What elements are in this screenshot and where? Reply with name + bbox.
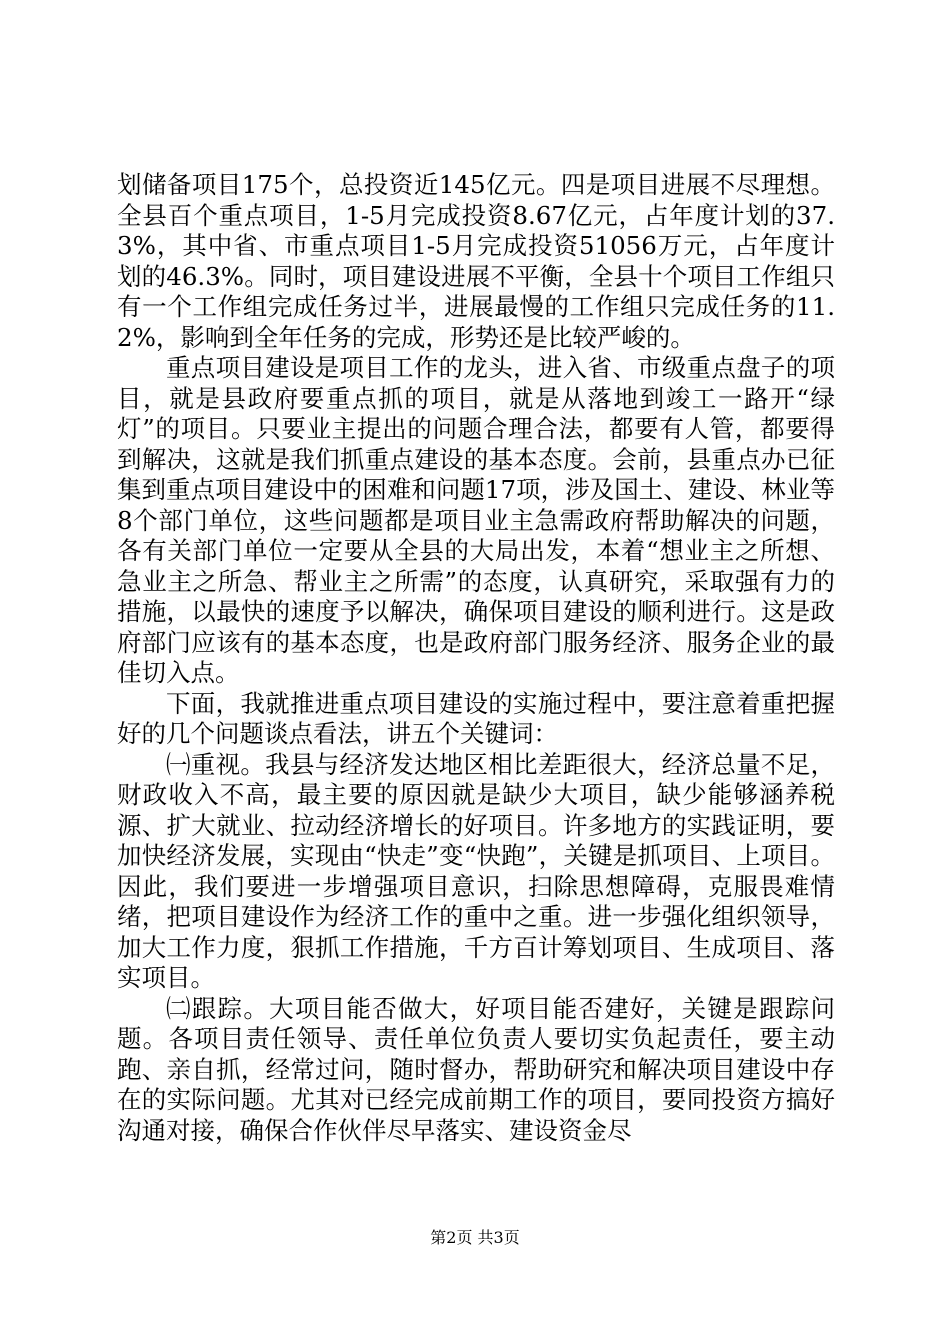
- paragraph-5: ㈡跟踪。大项目能否做大，好项目能否建好，关键是跟踪问题。各项目责任领导、责任单位负责人要切实负起责任，要主动跑、亲自抓，经常过问，随时督办，帮助研究和解决项目建设中存在的实际问题。尤其对已经完成前期工作的项目，要同投资方搞好沟通对接，确保合作伙伴尽早落实、建设资金尽: [117, 993, 835, 1145]
- paragraph-1: 划储备项目175个，总投资近145亿元。四是项目进展不尽理想。全县百个重点项目，1-5月完成投资8.67亿元，占年度计划的37.3%，其中省、市重点项目1-5月完成投资51056万元，占年度计划的46.3%。同时，项目建设进展不平衡，全县十个项目工作组只有一个工作组完成任务过半，进展最慢的工作组只完成任务的11.2%，影响到全年任务的完成，形势还是比较严峻的。: [117, 170, 835, 352]
- paragraph-3: 下面，我就推进重点项目建设的实施过程中，要注意着重把握好的几个问题谈点看法，讲五个关键词：: [117, 688, 835, 748]
- paragraph-4: ㈠重视。我县与经济发达地区相比差距很大，经济总量不足，财政收入不高，最主要的原因就是缺少大项目，缺少能够涵养税源、扩大就业、拉动经济增长的好项目。许多地方的实践证明，要加快经济发展，实现由“快走”变“快跑”，关键是抓项目、上项目。因此，我们要进一步增强项目意识，扫除思想障碍，克服畏难情绪，把项目建设作为经济工作的重中之重。进一步强化组织领导，加大工作力度，狠抓工作措施，千方百计筹划项目、生成项目、落实项目。: [117, 749, 835, 992]
- document-body: [117, 170, 835, 1146]
- paragraph-2: 重点项目建设是项目工作的龙头，进入省、市级重点盘子的项目，就是县政府要重点抓的项目，就是从落地到竣工一路开“绿灯”的项目。只要业主提出的问题合理合法，都要有人管，都要得到解决，这就是我们抓重点建设的基本态度。会前，县重点办已征集到重点项目建设中的困难和问题17项，涉及国土、建设、林业等8个部门单位，这些问题都是项目业主急需政府帮助解决的问题，各有关部门单位一定要从全县的大局出发，本着“想业主之所想、急业主之所急、帮业主之所需”的态度，认真研究，采取强有力的措施，以最快的速度予以解决，确保项目建设的顺利进行。这是政府部门应该有的基本态度，也是政府部门服务经济、服务企业的最佳切入点。: [117, 353, 835, 687]
- page-footer: 第2页 共3页: [430, 1228, 520, 1247]
